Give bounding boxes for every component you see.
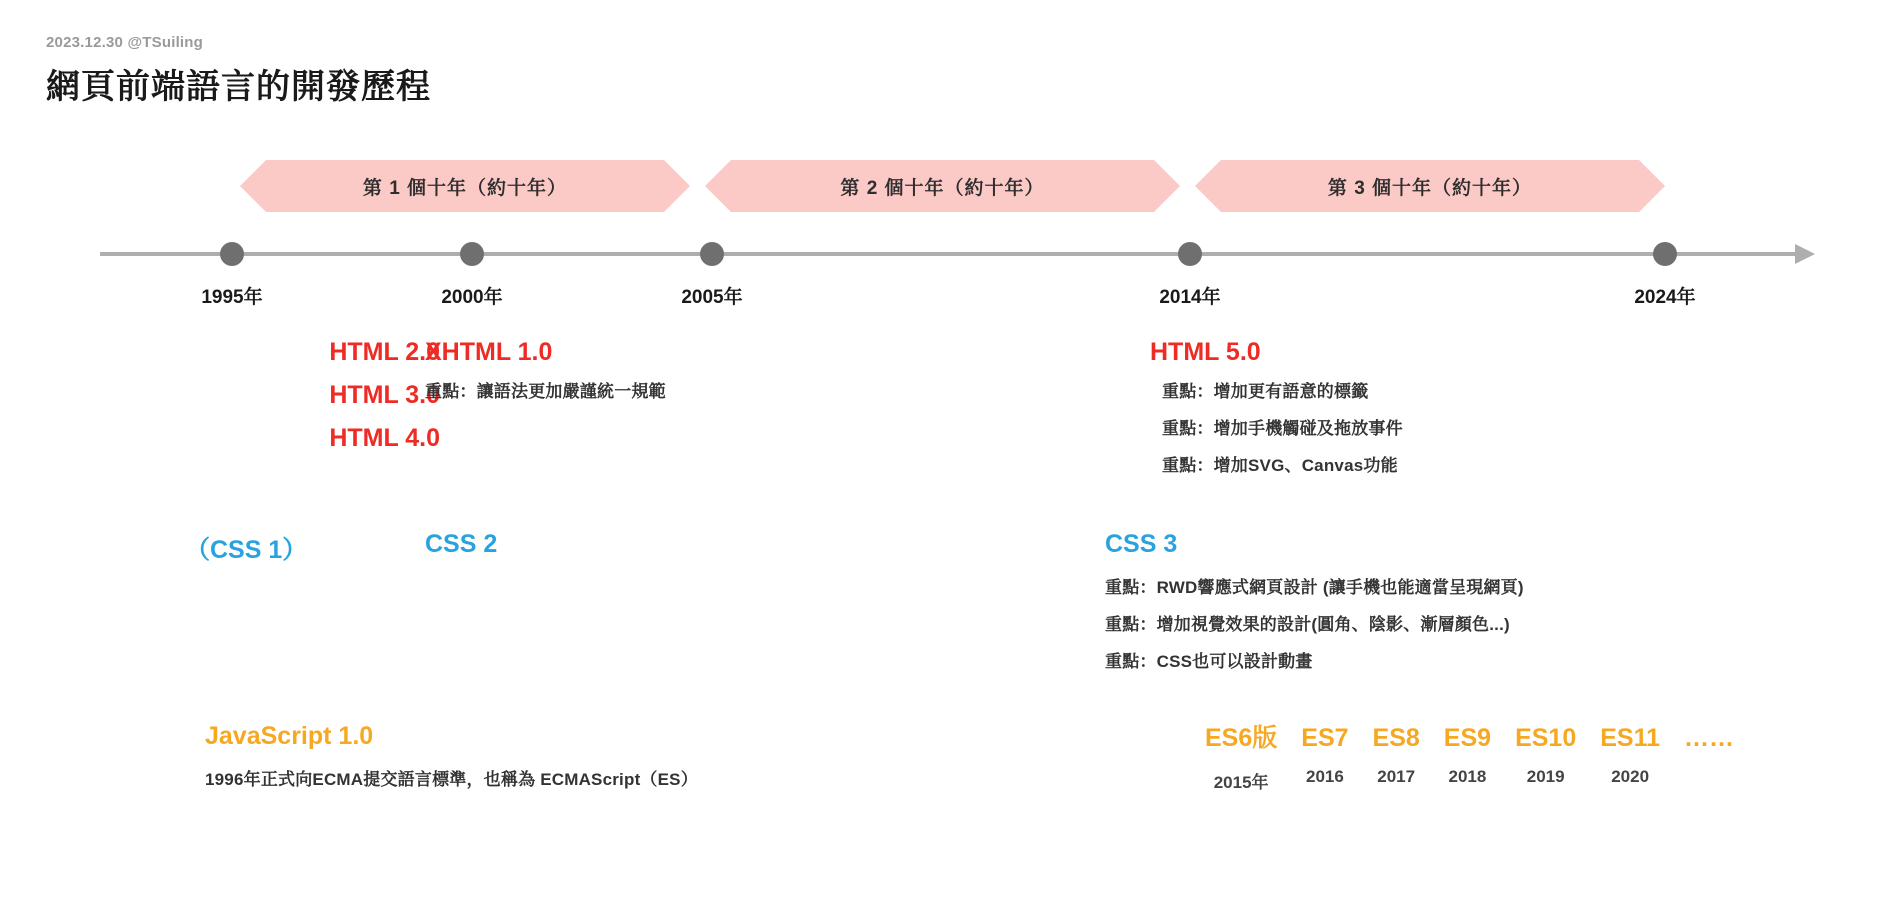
timeline-node <box>1653 242 1677 266</box>
javascript-title: JavaScript 1.0 <box>205 722 374 750</box>
css3-block <box>1105 530 1524 672</box>
decade-label: 第 2 個十年（約十年） <box>840 177 1045 199</box>
es-version-name: ES11 <box>1600 724 1661 752</box>
decade-label: 第 3 個十年（約十年） <box>1327 177 1533 199</box>
decade-band <box>1195 160 1665 212</box>
es-version-row <box>1205 718 1734 793</box>
html-1995-block <box>160 338 440 467</box>
timeline-node <box>220 242 244 266</box>
decade-band <box>240 160 690 212</box>
es-more-indicator: …… <box>1684 724 1735 752</box>
css1-block <box>185 530 307 566</box>
es-version-name: ES7 <box>1301 724 1349 752</box>
css1-title: （CSS 1） <box>185 536 308 564</box>
timeline-node <box>700 242 724 266</box>
timeline-node <box>460 242 484 266</box>
es-version-year: 2015年 <box>1213 773 1269 792</box>
es-version-item <box>1444 724 1491 787</box>
html5-note: 重點：增加SVG、Canvas功能 <box>1162 456 1398 475</box>
html-version-label: HTML 2.0 <box>329 338 440 366</box>
es-version-name: ES8 <box>1372 724 1420 752</box>
es-version-item <box>1373 724 1420 787</box>
html5-note: 重點：增加手機觸碰及拖放事件 <box>1162 419 1403 438</box>
es-version-year: 2016 <box>1305 767 1344 786</box>
css2-title: CSS 2 <box>425 530 498 558</box>
es-version-year: 2018 <box>1448 767 1487 786</box>
es-version-year: 2020 <box>1611 767 1650 786</box>
es-version-item <box>1600 724 1660 787</box>
timeline-year-label: 2024年 <box>1634 287 1696 308</box>
es-versions-block <box>1205 718 1734 793</box>
decade-label: 第 1 個十年（約十年） <box>362 177 568 199</box>
timeline-year-label: 1995年 <box>201 287 263 308</box>
html5-note: 重點：增加更有語意的標籤 <box>1162 382 1369 401</box>
html-version-label: HTML 3.0 <box>329 381 440 409</box>
es-version-name: ES6版 <box>1205 724 1278 752</box>
page-header <box>46 34 431 108</box>
css3-note: 重點：增加視覺效果的設計(圓角、陰影、漸層顏色...) <box>1105 615 1510 634</box>
css2-block <box>425 530 497 559</box>
timeline-year-label: 2000年 <box>441 287 503 308</box>
es-version-name: ES10 <box>1515 724 1577 752</box>
html5-2014-block <box>1150 338 1403 476</box>
html-version-label: HTML 4.0 <box>329 424 440 452</box>
javascript-note: 1996年正式向ECMA提交語言標準，也稱為 ECMAScript（ES） <box>205 770 698 789</box>
timeline-axis <box>100 252 1800 256</box>
es-version-item <box>1205 718 1277 793</box>
css3-note: 重點：CSS也可以設計動畫 <box>1105 652 1313 671</box>
page-title: 網頁前端語言的開發歷程 <box>46 68 431 106</box>
decade-band <box>705 160 1180 212</box>
es-version-year: 2019 <box>1526 767 1565 786</box>
javascript-block <box>205 722 698 790</box>
xhtml-title: XHTML 1.0 <box>425 338 553 366</box>
xhtml-2000-block <box>425 338 666 402</box>
html5-title: HTML 5.0 <box>1150 338 1261 366</box>
timeline-year-label: 2005年 <box>681 287 743 308</box>
es-version-name: ES9 <box>1443 724 1492 752</box>
decade-bars <box>0 160 1900 216</box>
es-version-year: 2017 <box>1377 767 1416 786</box>
byline: 2023.12.30 @TSuiling <box>46 34 204 51</box>
timeline-node <box>1178 242 1202 266</box>
xhtml-note: 重點：讓語法更加嚴謹統一規範 <box>425 382 666 401</box>
es-version-item <box>1515 724 1576 787</box>
es-version-item <box>1301 724 1348 787</box>
timeline-axis-arrow-icon <box>1795 244 1815 264</box>
css3-note: 重點：RWD響應式網頁設計 (讓手機也能適當呈現網頁) <box>1105 578 1524 597</box>
css3-title: CSS 3 <box>1105 530 1178 558</box>
timeline-year-label: 2014年 <box>1159 287 1221 308</box>
